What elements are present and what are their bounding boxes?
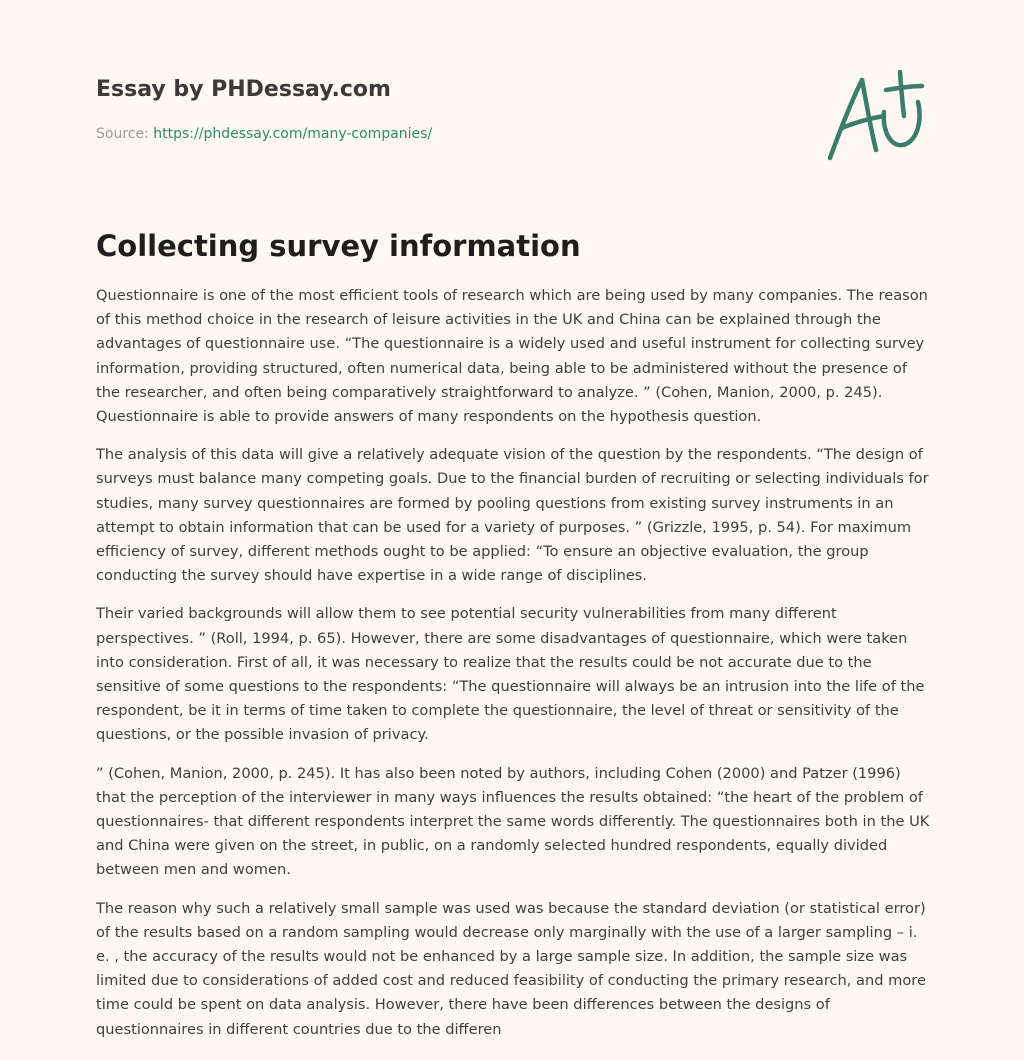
site-title: Essay by PHDessay.com [96, 77, 391, 102]
a-plus-logo-icon [822, 66, 930, 166]
essay-paragraph: Their varied backgrounds will allow them to see potential security vulnerabilities from many different perspectives. ” (Roll, 1994, p. 65). However, there are some disadvantages of questionnaire, which were taken into consideration. First of all, it was necessary to realize that the results could be not accurate due to the sensitive of some questions to the respondents: “The questionnaire will always be an intrusion into the life of the respondent, be it in terms of time taken to complete the questionnaire, the level of threat or sensitivity of the questions, or the possible invasion of privacy. [96, 605, 925, 744]
source-label: Source: [96, 126, 154, 142]
essay-paragraph: ” (Cohen, Manion, 2000, p. 245). It has also been noted by authors, including Cohen (2000) and Patzer (1996) that the perception of the interviewer in many ways influences the results obtained: “the heart of the problem of questionnaires- that different respondents interpret the same words differently. The questionnaires both in the UK and China were given on the street, in public, on a randomly selected hundred respondents, equally divided between men and women. [96, 764, 930, 879]
a-plus-logo-graphic [822, 66, 930, 166]
page-header [96, 76, 816, 143]
source-link[interactable]: https://phdessay.com/many-companies/ [153, 126, 433, 142]
essay-title: Collecting survey information [96, 229, 581, 263]
essay-body [96, 284, 932, 1056]
essay-paragraph: Questionnaire is one of the most efficient tools of research which are being used by many companies. The reason of this method choice in the research of leisure activities in the UK and China can be explained through the advantages of questionnaire use. “The questionnaire is a widely used and useful instrument for collecting survey information, providing structured, often numerical data, being able to be administered without the presence of the researcher, and often being comparatively straightforward to analyze. ” (Cohen, Manion, 2000, p. 245). Questionnaire is able to provide answers of many respondents on the hypothesis question. [96, 287, 928, 426]
essay-paragraph: The reason why such a relatively small sample was used was because the standard deviation (or statistical error) of the results based on a random sampling would decrease only marginally with the use of a larger sampling – i. e. , the accuracy of the results would not be enhanced by a large sample size. In addition, the sample size was limited due to considerations of added cost and reduced feasibility of conducting the primary research, and more time could be spent on data analysis. However, there have been differences between the designs of questionnaires in different countries due to the differen [96, 899, 926, 1038]
essay-paragraph: The analysis of this data will give a relatively adequate vision of the question by the respondents. “The design of surveys must balance many competing goals. Due to the financial burden of recruiting or selecting individuals for studies, many survey questionnaires are formed by pooling questions from existing survey instruments in an attempt to obtain information that can be used for a variety of purposes. ” (Grizzle, 1995, p. 54). For maximum efficiency of survey, different methods ought to be applied: “To ensure an objective evaluation, the group conducting the survey should have expertise in a wide range of disciplines. [96, 446, 929, 585]
source-line [96, 125, 816, 143]
